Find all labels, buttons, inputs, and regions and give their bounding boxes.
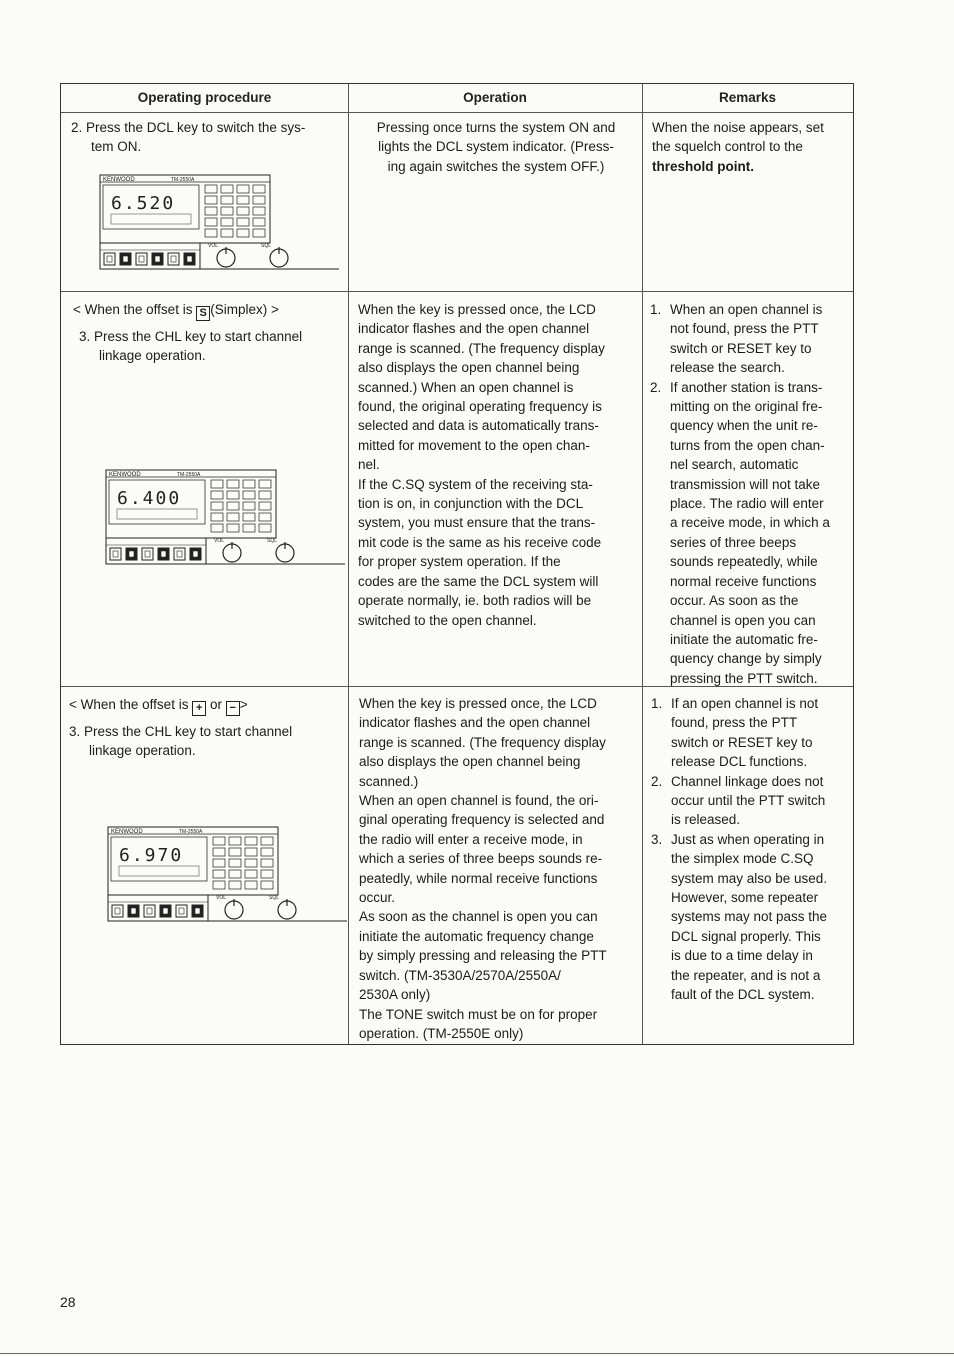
remarks-text: is due to a time delay in — [671, 948, 813, 964]
function-key-inner — [139, 256, 144, 262]
keypad-key — [221, 196, 233, 204]
function-key — [142, 548, 153, 560]
remarks-text: channel is open you can — [670, 612, 816, 628]
header-operation: Operation — [463, 90, 527, 105]
header-operating-procedure: Operating procedure — [137, 90, 272, 105]
offset-heading — [69, 695, 344, 716]
operation-line: switched to the open channel. — [358, 612, 537, 628]
keypad-key — [227, 480, 239, 488]
function-key — [112, 905, 123, 917]
operation-line: If the C.SQ system of the receiving sta- — [358, 476, 593, 492]
remarks-line: threshold point. — [652, 158, 754, 174]
function-key — [110, 548, 121, 560]
remarks-text: normal receive functions — [670, 573, 817, 589]
remarks-text: initiate the automatic fre- — [670, 631, 818, 647]
keypad-key — [213, 859, 225, 867]
column-divider — [642, 84, 643, 1044]
keypad-key — [211, 524, 223, 532]
remarks-line — [651, 733, 856, 752]
remarks-line — [651, 713, 856, 732]
offset-heading-text: < When the offset is — [73, 302, 193, 317]
remarks-number: 1. — [650, 302, 662, 317]
operation-line: When an open channel is found, the ori- — [359, 793, 599, 809]
function-key — [104, 253, 115, 265]
operation-line: When the key is pressed once, the LCD — [358, 302, 596, 317]
operation-line: codes are the same the DCL system will — [358, 573, 599, 589]
keypad-key — [253, 207, 265, 215]
procedure-line: linkage operation. — [89, 743, 196, 759]
keypad-key — [245, 881, 257, 889]
remarks-line: the squelch control to the — [652, 139, 803, 155]
keypad-key — [221, 229, 233, 237]
function-key-inner — [147, 908, 152, 914]
keypad-key — [205, 218, 217, 226]
operation-line: ginal operating frequency is selected and — [359, 812, 605, 828]
remarks-line — [650, 358, 855, 377]
keypad-key — [221, 218, 233, 226]
remarks-line — [651, 946, 856, 965]
operation-line: system, you must ensure that the trans- — [358, 515, 596, 531]
offset-plus-key: + — [192, 701, 206, 716]
remarks-line — [650, 533, 855, 552]
remarks-line — [650, 630, 855, 649]
keypad-key — [245, 870, 257, 878]
keypad-key — [253, 218, 265, 226]
function-key-inner — [161, 551, 166, 557]
procedure-line: tem ON. — [91, 139, 142, 155]
remarks-item — [651, 830, 856, 849]
bottom-rule — [0, 1353, 954, 1354]
remarks-line — [650, 649, 855, 668]
keypad-key — [243, 491, 255, 499]
operation-line: operate normally, ie. both radios will be — [358, 593, 592, 609]
operation-line: ing again switches the system OFF.) — [387, 158, 605, 174]
remarks-line — [650, 552, 855, 571]
remarks-line — [650, 339, 855, 358]
radio-panel-svg — [105, 469, 345, 569]
remarks-text: turns from the open chan- — [670, 437, 825, 453]
lcd-bar — [111, 214, 191, 224]
radio-front-panel-illustration — [99, 174, 339, 274]
keypad-key — [243, 513, 255, 521]
offset-minus-key: − — [226, 701, 240, 716]
remarks-line — [650, 455, 855, 474]
lcd-frequency-display: 6.970 — [119, 845, 184, 866]
keypad-key — [211, 491, 223, 499]
lcd-bar — [117, 509, 197, 519]
row1-procedure — [71, 118, 341, 157]
keypad-key — [227, 524, 239, 532]
remarks-text: not found, press the PTT — [670, 321, 819, 337]
operation-line: also displays the open channel being — [358, 360, 580, 376]
model-label: TM-2550A — [179, 829, 203, 835]
keypad-key — [237, 196, 249, 204]
operation-line: When the key is pressed once, the LCD — [359, 696, 597, 711]
procedure-line: linkage operation. — [99, 348, 206, 364]
keypad-key — [237, 218, 249, 226]
remarks-text: Channel linkage does not — [671, 773, 824, 789]
row-divider — [61, 112, 853, 113]
model-label: TM-2550A — [171, 177, 195, 183]
offset-simplex-key: S — [196, 306, 210, 321]
remarks-text: switch or RESET key to — [671, 734, 813, 750]
brand-label: KENWOOD — [111, 829, 143, 835]
remarks-text: release DCL functions. — [671, 754, 808, 770]
row1-remarks — [652, 118, 852, 176]
radio-panel-svg — [99, 174, 339, 274]
remarks-line — [651, 810, 856, 829]
keypad-key — [259, 491, 271, 499]
row3-procedure — [69, 695, 344, 761]
remarks-text: occur until the PTT switch — [671, 793, 826, 809]
remarks-text: transmission will not take — [670, 476, 821, 492]
knob-label: SQL — [261, 243, 272, 249]
remarks-text: quency change by simply — [670, 651, 822, 667]
offset-heading-text: (Simplex) > — [210, 302, 279, 317]
remarks-text: found, press the PTT — [671, 715, 798, 731]
operation-line: lights the DCL system indicator. (Press- — [378, 139, 614, 155]
remarks-number: 1. — [651, 696, 663, 711]
row2-remarks — [650, 300, 855, 688]
remarks-text: pressing the PTT switch. — [670, 670, 818, 686]
remarks-text: systems may not pass the — [671, 909, 828, 925]
operation-line: also displays the open channel being — [359, 754, 581, 770]
remarks-item — [650, 378, 855, 397]
remarks-text: the simplex mode C.SQ — [671, 851, 814, 867]
operation-line: range is scanned. (The frequency display — [359, 734, 606, 750]
function-key-inner — [163, 908, 168, 914]
keypad-key — [243, 524, 255, 532]
operation-line: selected and data is automatically trans- — [358, 418, 599, 434]
remarks-item — [651, 772, 856, 791]
keypad-key — [227, 513, 239, 521]
operation-line: which a series of three beeps sounds re- — [359, 851, 603, 867]
remarks-line — [650, 494, 855, 513]
remarks-line — [650, 475, 855, 494]
knob-label: VOL — [216, 895, 227, 901]
remarks-line — [650, 416, 855, 435]
operation-line: operation. (TM-2550E only) — [359, 1025, 524, 1041]
offset-heading — [73, 300, 343, 321]
knob-label: SQL — [267, 538, 278, 544]
keypad-key — [211, 502, 223, 510]
remarks-text: occur. As soon as the — [670, 593, 799, 609]
operation-line: scanned.) When an open channel is — [358, 379, 574, 395]
keypad-key — [229, 837, 241, 845]
keypad-key — [227, 491, 239, 499]
operation-line: the radio will enter a receive mode, in — [359, 831, 583, 847]
remarks-text: series of three beeps — [670, 534, 797, 550]
function-key-inner — [123, 256, 128, 262]
remarks-text: system may also be used. — [671, 870, 828, 886]
function-key-inner — [145, 551, 150, 557]
keypad-key — [211, 480, 223, 488]
page-number: 28 — [60, 1294, 76, 1310]
remarks-number: 3. — [651, 831, 663, 847]
keypad-key — [205, 229, 217, 237]
remarks-text: quency when the unit re- — [670, 418, 818, 434]
function-key — [136, 253, 147, 265]
function-key-inner — [193, 551, 198, 557]
keypad-key — [243, 502, 255, 510]
operation-line: The TONE switch must be on for proper — [359, 1006, 598, 1022]
remarks-line — [651, 927, 856, 946]
function-key-inner — [179, 908, 184, 914]
function-key-inner — [115, 908, 120, 914]
keypad-key — [253, 196, 265, 204]
keypad-key — [259, 524, 271, 532]
row3-remarks — [651, 694, 856, 1005]
operation-line: mit code is the same as his receive code — [358, 534, 602, 550]
brand-label: KENWOOD — [109, 472, 141, 478]
remarks-text: If an open channel is not — [671, 696, 819, 711]
function-key-inner — [113, 551, 118, 557]
header-remarks: Remarks — [718, 90, 777, 105]
keypad-key — [243, 480, 255, 488]
remarks-line — [651, 849, 856, 868]
model-label: TM-2550A — [177, 472, 201, 478]
keypad-key — [261, 837, 273, 845]
keypad-key — [253, 185, 265, 193]
operation-line: 2530A only) — [359, 987, 431, 1003]
remarks-text: Just as when operating in — [671, 831, 825, 847]
remarks-line — [650, 669, 855, 688]
keypad-key — [205, 196, 217, 204]
keypad-key — [229, 870, 241, 878]
operation-line: Pressing once turns the system ON and — [376, 120, 616, 135]
remarks-text: release the search. — [670, 360, 785, 376]
keypad-key — [205, 207, 217, 215]
remarks-item — [650, 300, 855, 319]
column-divider — [348, 84, 349, 1044]
keypad-key — [227, 502, 239, 510]
radio-panel-svg — [107, 826, 347, 926]
remarks-line — [650, 591, 855, 610]
remarks-line — [650, 572, 855, 591]
row2-procedure — [73, 300, 343, 366]
operation-line: switch. (TM-3530A/2570A/2550A/ — [359, 967, 561, 983]
function-key-inner — [129, 551, 134, 557]
lcd-bar — [119, 866, 199, 876]
operation-line: peatedly, while normal receive functions — [359, 870, 598, 886]
remarks-text: fault of the DCL system. — [671, 987, 815, 1003]
keypad-key — [237, 207, 249, 215]
remarks-line — [650, 513, 855, 532]
function-key — [168, 253, 179, 265]
keypad-key — [237, 185, 249, 193]
function-key-inner — [155, 256, 160, 262]
procedure-line: 3. Press the CHL key to start channel — [69, 724, 293, 739]
row-divider — [61, 291, 853, 292]
remarks-line — [651, 791, 856, 810]
function-key-inner — [107, 256, 112, 262]
remarks-line: When the noise appears, set — [652, 120, 824, 135]
remarks-item — [651, 694, 856, 713]
radio-front-panel-illustration — [107, 826, 347, 926]
function-key — [176, 905, 187, 917]
keypad-key — [205, 185, 217, 193]
operation-line: found, the original operating frequency is — [358, 399, 602, 415]
procedure-line: 3. Press the CHL key to start channel — [79, 329, 303, 344]
operation-line: range is scanned. (The frequency display — [358, 340, 605, 356]
operation-line: nel. — [358, 457, 380, 473]
keypad-key — [229, 859, 241, 867]
keypad-key — [211, 513, 223, 521]
offset-heading-text: or — [209, 697, 222, 712]
operation-line: indicator flashes and the open channel — [359, 715, 591, 731]
remarks-text: When an open channel is — [670, 302, 823, 317]
operation-line: indicator flashes and the open channel — [358, 321, 590, 337]
remarks-list — [651, 694, 856, 1005]
remarks-text: the repeater, and is not a — [671, 967, 821, 983]
keypad-key — [261, 859, 273, 867]
knob-label: VOL — [214, 538, 225, 544]
radio-front-panel-illustration — [105, 469, 345, 569]
procedure-line: 2. Press the DCL key to switch the sys- — [71, 120, 306, 135]
operation-line: occur. — [359, 890, 396, 906]
remarks-text: a receive mode, in which a — [670, 515, 830, 531]
keypad-key — [213, 837, 225, 845]
keypad-key — [259, 480, 271, 488]
row3-operation — [359, 694, 641, 1043]
remarks-number: 2. — [651, 773, 663, 789]
function-key-inner — [171, 256, 176, 262]
function-key — [174, 548, 185, 560]
remarks-number: 2. — [650, 379, 662, 395]
knob-label: SQL — [269, 895, 280, 901]
remarks-text: is released. — [671, 812, 741, 828]
keypad-key — [253, 229, 265, 237]
remarks-text: DCL signal properly. This — [671, 928, 821, 944]
keypad-key — [229, 881, 241, 889]
remarks-line — [651, 888, 856, 907]
operation-line: initiate the automatic frequency change — [359, 928, 594, 944]
operation-line: scanned.) — [359, 773, 419, 789]
keypad-key — [213, 881, 225, 889]
remarks-line — [650, 436, 855, 455]
remarks-text: sounds repeatedly, while — [670, 554, 818, 570]
function-key-inner — [131, 908, 136, 914]
remarks-text: mitting on the original fre- — [670, 399, 823, 415]
remarks-list — [650, 300, 855, 688]
remarks-text: If another station is trans- — [670, 379, 823, 395]
keypad-key — [245, 848, 257, 856]
remarks-line — [651, 752, 856, 771]
keypad-key — [221, 207, 233, 215]
operation-line: tion is on, in conjunction with the DCL — [358, 496, 584, 512]
function-key — [144, 905, 155, 917]
operation-line: for proper system operation. If the — [358, 554, 561, 570]
remarks-line — [651, 907, 856, 926]
function-key-inner — [195, 908, 200, 914]
operation-line: As soon as the channel is open you can — [359, 909, 598, 925]
operation-line: mitted for movement to the open chan- — [358, 437, 590, 453]
function-key-inner — [177, 551, 182, 557]
keypad-key — [259, 513, 271, 521]
keypad-key — [237, 229, 249, 237]
remarks-text: switch or RESET key to — [670, 340, 812, 356]
remarks-text: nel search, automatic — [670, 457, 799, 473]
keypad-key — [259, 502, 271, 510]
offset-heading-text: < When the offset is — [69, 697, 189, 712]
knob-label: VOL — [208, 243, 219, 249]
lcd-frequency-display: 6.400 — [117, 488, 182, 509]
row1-operation — [351, 118, 641, 176]
keypad-key — [221, 185, 233, 193]
function-key-inner — [187, 256, 192, 262]
keypad-key — [245, 859, 257, 867]
keypad-key — [229, 848, 241, 856]
keypad-key — [261, 848, 273, 856]
row2-operation — [358, 300, 640, 630]
remarks-line — [650, 611, 855, 630]
brand-label: KENWOOD — [103, 177, 135, 183]
keypad-key — [261, 870, 273, 878]
keypad-key — [213, 848, 225, 856]
offset-heading-text: > — [239, 697, 248, 712]
remarks-line — [651, 869, 856, 888]
remarks-line — [650, 397, 855, 416]
remarks-text: place. The radio will enter — [670, 496, 824, 512]
operation-line: by simply pressing and releasing the PTT — [359, 948, 607, 964]
remarks-line — [650, 319, 855, 338]
remarks-line — [651, 966, 856, 985]
lcd-frequency-display: 6.520 — [111, 193, 176, 214]
keypad-key — [245, 837, 257, 845]
procedure-table — [60, 83, 854, 1045]
keypad-key — [213, 870, 225, 878]
remarks-text: However, some repeater — [671, 890, 819, 906]
remarks-line — [651, 985, 856, 1004]
keypad-key — [261, 881, 273, 889]
